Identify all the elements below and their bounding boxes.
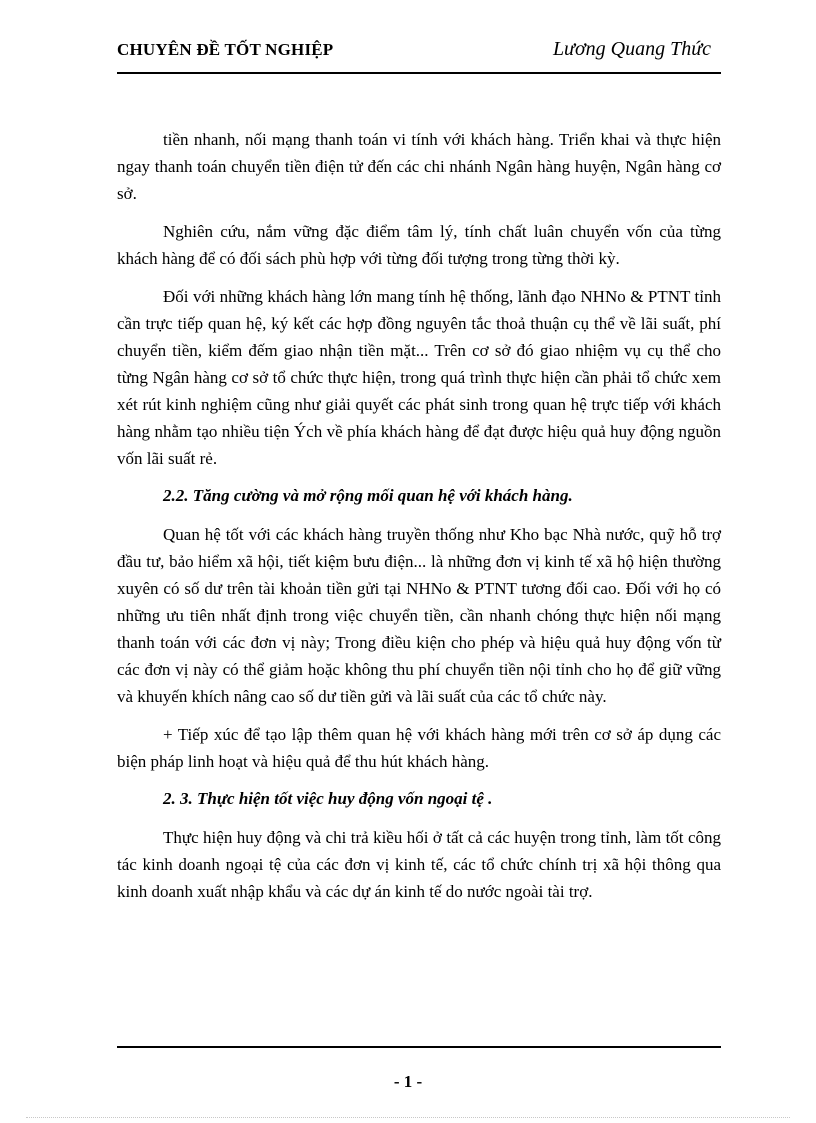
footer-divider [117, 1046, 721, 1048]
section-heading: 2. 3. Thực hiện tốt việc huy động vốn ngoại tệ . [163, 789, 493, 808]
page-edge-divider [26, 1117, 790, 1118]
header-divider [117, 72, 721, 74]
paragraph: Nghiên cứu, nắm vững đặc điểm tâm lý, tính chất luân chuyển vốn của từng khách hàng để có đối sách phù hợp với từng đối tượng trong từng thời kỳ. [117, 222, 721, 268]
document-title: CHUYÊN ĐỀ TỐT NGHIỆP [117, 40, 334, 59]
paragraph: Đối với những khách hàng lớn mang tính hệ thống, lãnh đạo NHNo & PTNT tỉnh cần trực tiếp quan hệ, ký kết các hợp đồng nguyên tắc thoả thuận cụ thể về lãi suất, phí chuyển tiền, kiểm đếm giao nhận tiền mặt... Trên cơ sở đó giao nhiệm vụ cụ thể cho từng Ngân hàng cơ sở tổ chức thực hiện, trong quá trình thực hiện cần phải tổ chức xem xét rút kinh nghiệm cũng như giải quyết các phát sinh trong quan hệ trực tiếp với khách hàng nhằm tạo nhiều tiện Ých về phía khách hàng để đạt được hiệu quả huy động nguồn vốn lãi suất rẻ. [117, 287, 721, 468]
author-name: Lương Quang Thức [552, 38, 711, 60]
paragraph: + Tiếp xúc để tạo lập thêm quan hệ với khách hàng mới trên cơ sở áp dụng các biện pháp linh hoạt và hiệu quả để thu hút khách hàng. [117, 725, 721, 771]
paragraph: tiền nhanh, nối mạng thanh toán vi tính với khách hàng. Triển khai và thực hiện ngay thanh toán chuyển tiền điện tử đến các chi nhánh Ngân hàng huyện, Ngân hàng cơ sở. [117, 130, 721, 203]
paragraph: Thực hiện huy động và chi trả kiều hối ở tất cả các huyện trong tỉnh, làm tốt công tác kinh doanh ngoại tệ của các đơn vị kinh tế, các tổ chức chính trị xã hội thông qua kinh doanh xuất nhập khẩu và các dự án kinh tế do nước ngoài tài trợ. [117, 828, 721, 901]
page-body [117, 126, 721, 916]
page-header [117, 38, 721, 68]
page-number: - 1 - [393, 1072, 423, 1091]
section-heading: 2.2. Tăng cường và mở rộng mối quan hệ với khách hàng. [163, 486, 573, 505]
paragraph: Quan hệ tốt với các khách hàng truyền thống như Kho bạc Nhà nước, quỹ hỗ trợ đầu tư, bảo hiểm xã hội, tiết kiệm bưu điện... là những đơn vị kinh tế xã hộ hiện thường xuyên có số dư trên tài khoản tiền gửi tại NHNo & PTNT tương đối cao. Đối với họ có những ưu tiên nhất định trong việc chuyển tiền, cần nhanh chóng thực hiện nối mạng thanh toán với các đơn vị này; Trong điều kiện cho phép và hiệu quả huy động vốn từ các đơn vị này có thể giảm hoặc không thu phí chuyển tiền nội tỉnh cho họ để giữ vững và khuyến khích nâng cao số dư tiền gửi và lãi suất của các tổ chức này. [117, 525, 721, 706]
